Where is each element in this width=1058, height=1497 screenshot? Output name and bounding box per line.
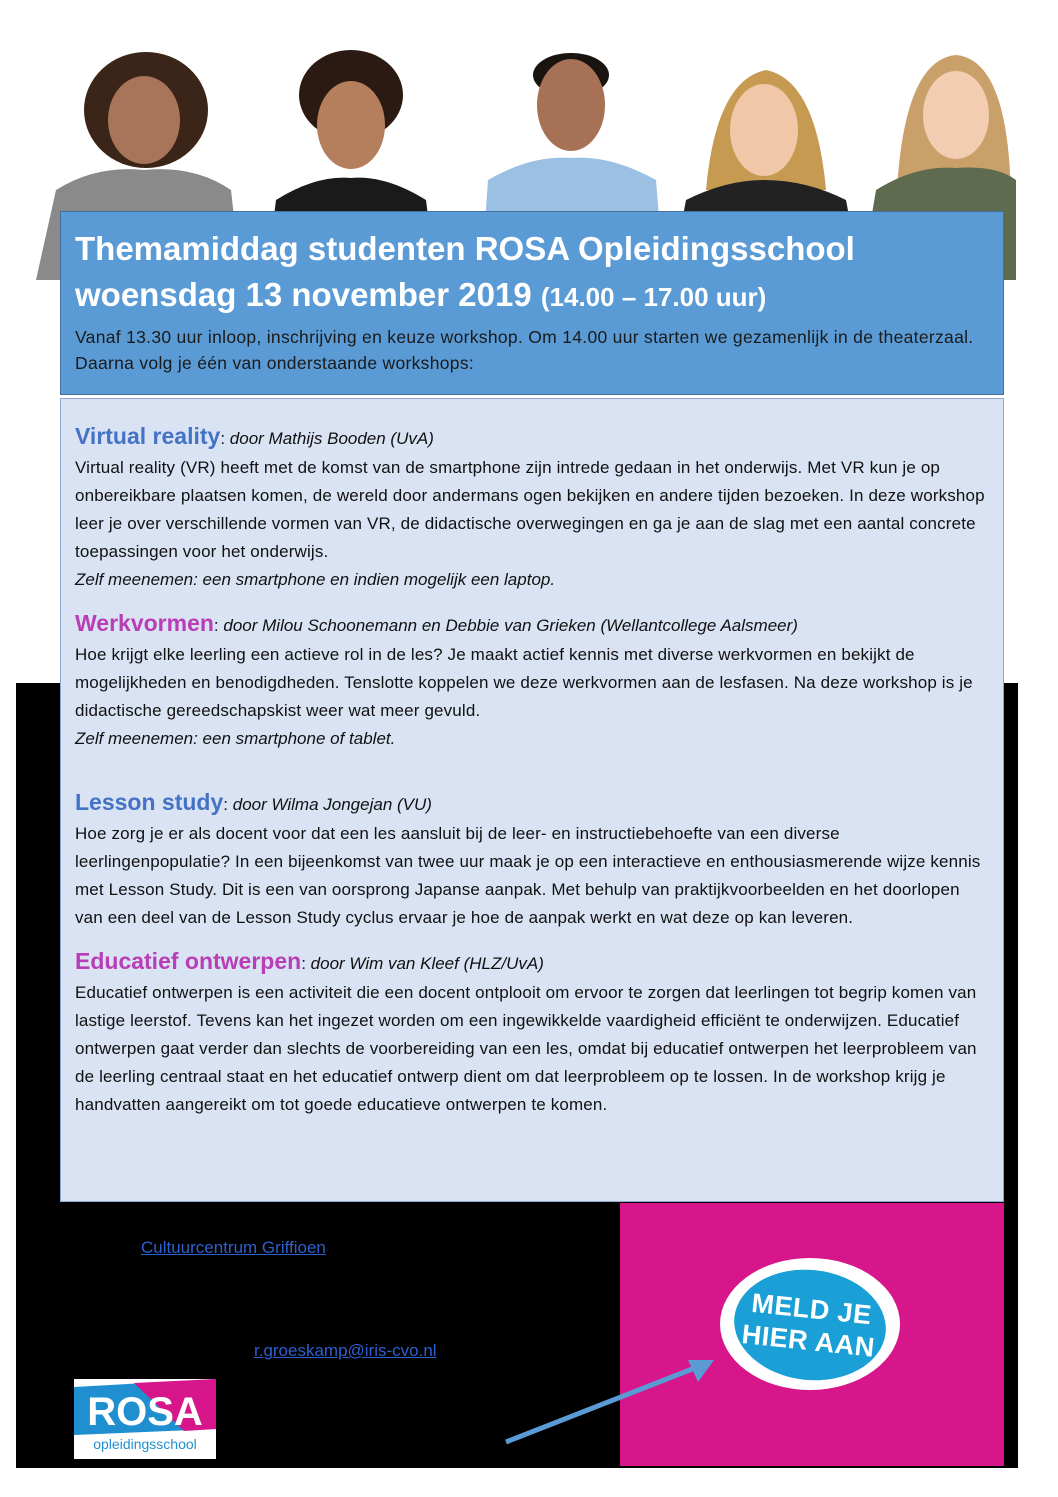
rosa-logo bbox=[74, 1379, 216, 1459]
venue-link[interactable]: Cultuurcentrum Griffioen bbox=[141, 1238, 326, 1257]
workshop-lesson-study bbox=[75, 787, 989, 932]
event-date-text: woensdag 13 november 2019 bbox=[75, 276, 532, 313]
workshop-title: Lesson study bbox=[75, 789, 224, 815]
workshop-description: Virtual reality (VR) heeft met de komst van de smartphone zijn intrede gedaan in het onderwijs. Met VR kun je op onbereikbare plaatsen komen, de wereld door andermans ogen bekijken en andere tijden bezoeken. In deze workshop leer je over verschillende vormen van VR, de didactische overwegingen en ga je aan de slag met een aantal concrete toepassingen voor het onderwijs. bbox=[75, 458, 985, 561]
workshop-description: Educatief ontwerpen is een activiteit die een docent ontplooit om ervoor te zorgen dat leerlingen tot begrip komen van lastige leerstof. Tevens kan het ingezet worden om een ingewikkelde vaardigheid efficiënt te onderwijzen. Educatief ontwerpen gaat verder dan slechts de voorbereiding van een les, omdat bij educatief ontwerpen het leerprobleem van de leerling centraal staat en het educatief ontwerp dient om dat leerprobleem op te lossen. In de workshop krijg je handvatten aangereikt om tot goede educatieve ontwerpen te komen. bbox=[75, 983, 977, 1114]
workshop-presenter: door Wim van Kleef (HLZ/UvA) bbox=[310, 954, 544, 973]
logo-tagline: opleidingsschool bbox=[93, 1436, 197, 1452]
workshop-bring-note: Zelf meenemen: een smartphone of tablet. bbox=[75, 729, 396, 748]
colon: : bbox=[223, 795, 228, 814]
workshop-heading bbox=[75, 421, 989, 454]
workshop-presenter: door Mathijs Booden (UvA) bbox=[229, 429, 434, 448]
workshop-werkvormen bbox=[75, 608, 989, 753]
event-time: (14.00 – 17.00 uur) bbox=[540, 282, 767, 312]
workshop-virtual-reality bbox=[75, 421, 989, 594]
email-link[interactable]: r.groeskamp@iris-cvo.nl bbox=[254, 1341, 437, 1360]
workshop-title: Educatief ontwerpen bbox=[75, 948, 302, 974]
colon: : bbox=[213, 616, 219, 635]
workshop-title: Virtual reality bbox=[75, 423, 221, 449]
workshop-heading bbox=[75, 946, 989, 979]
workshop-heading bbox=[75, 787, 989, 820]
event-date bbox=[75, 272, 989, 320]
workshop-heading bbox=[75, 608, 989, 641]
workshop-presenter: door Milou Schoonemann en Debbie van Grieken (Wellantcollege Aalsmeer) bbox=[223, 616, 798, 635]
workshop-description: Hoe krijgt elke leerling een actieve rol in de les? Je maakt actief kennis met diverse werkvormen en bekijkt de mogelijkheden en benodigdheden. Tenslotte koppelen we deze werkvormen aan de lesfasen. Na deze workshop is je didactische gereedschapskist weer wat meer gevuld. bbox=[75, 645, 973, 720]
workshop-presenter: door Wilma Jongejan (VU) bbox=[232, 795, 432, 814]
colon: : bbox=[220, 429, 226, 448]
signup-line-1: MELD JE bbox=[750, 1287, 874, 1331]
workshop-educatief-ontwerpen bbox=[75, 946, 989, 1119]
workshop-description: Hoe zorg je er als docent voor dat een les aansluit bij de leer- en instructiebehoefte van een diverse leerlingenpopulatie? In een bijeenkomst van twee uur maak je op een interactieve en enthousiasmerende wijze kennis met Lesson Study. Dit is een van oorsprong Japanse aanpak. Met behulp van praktijkvoorbeelden en het doorlopen van een deel van de Lesson Study cyclus ervaar je hoe de aanpak werkt en wat deze op kan leveren. bbox=[75, 824, 981, 927]
logo-name: ROSA bbox=[87, 1390, 203, 1434]
workshop-bring-note: Zelf meenemen: een smartphone en indien mogelijk een laptop. bbox=[75, 570, 556, 589]
header-box bbox=[60, 211, 1004, 395]
workshops-panel bbox=[60, 398, 1004, 1202]
signup-line-2: HIER AAN bbox=[740, 1319, 877, 1363]
page-title: Themamiddag studenten ROSA Opleidingsschool bbox=[75, 230, 855, 267]
colon: : bbox=[301, 954, 306, 973]
intro-text: Vanaf 13.30 uur inloop, inschrijving en keuze workshop. Om 14.00 uur starten we gezamenlijk in de theaterzaal. Daarna volg je één van onderstaande workshops: bbox=[75, 327, 974, 373]
arrow-icon bbox=[500, 1350, 730, 1450]
workshop-title: Werkvormen bbox=[75, 610, 214, 636]
